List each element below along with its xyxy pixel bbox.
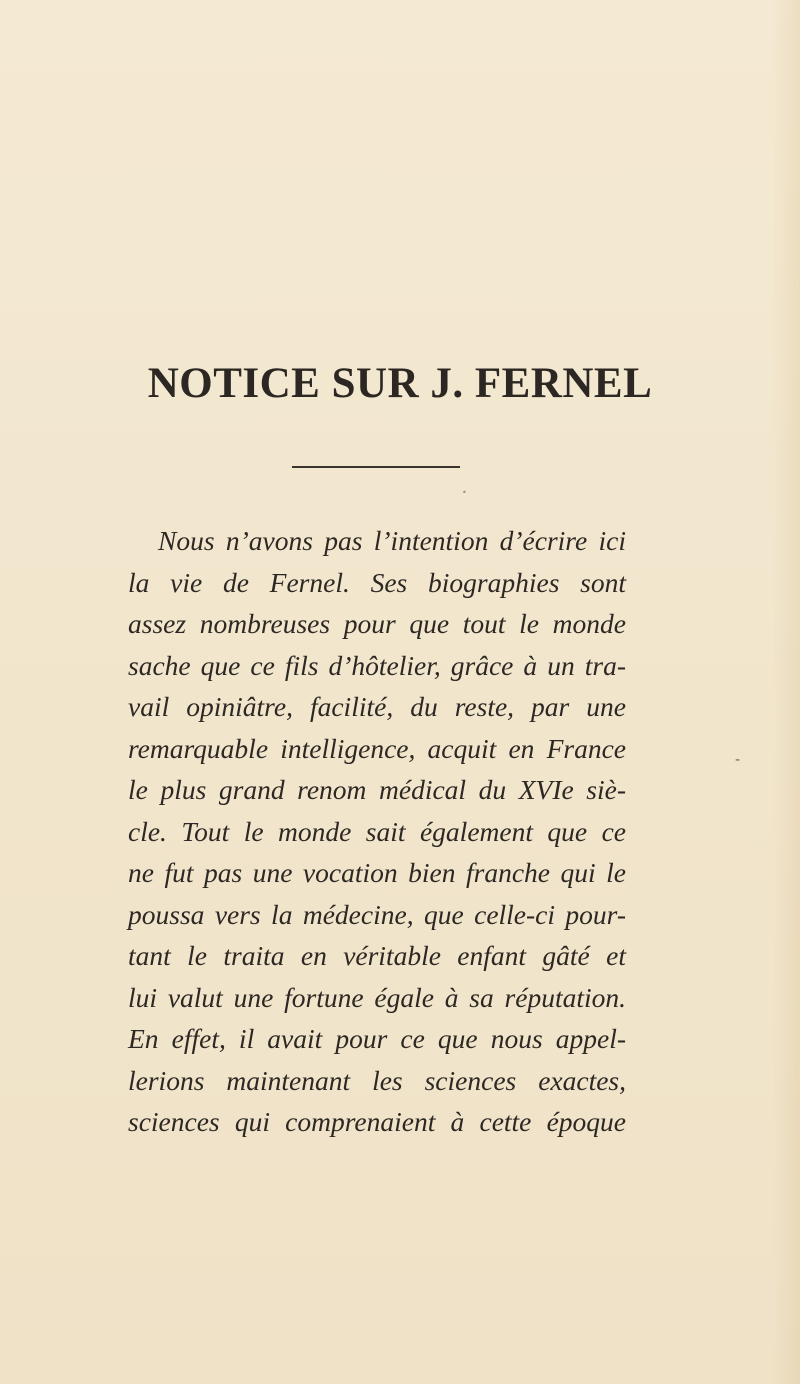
text-line: lerions maintenant les sciences exactes,: [128, 1064, 626, 1096]
chapter-title: NOTICE SUR J. FERNEL: [147, 360, 653, 407]
page-edge-shading: [772, 0, 800, 1384]
text-line: la vie de Fernel. Ses biographies sont: [128, 566, 626, 598]
text-line: le plus grand renom médical du XVIe siè-: [128, 774, 626, 805]
paper-speck: •: [462, 488, 467, 497]
text-line: poussa vers la médecine, que celle-ci pour-: [128, 898, 626, 930]
margin-mark: -: [735, 752, 741, 768]
text-line: sciences qui comprenaient à cette époque: [128, 1106, 626, 1137]
text-line: cle. Tout le monde sait également que ce: [128, 815, 626, 847]
text-line: En effet, il avait pour ce que nous appel-: [128, 1023, 626, 1054]
body-paragraph: [128, 520, 626, 1143]
text-line: remarquable intelligence, acquit en France: [128, 732, 626, 764]
text-line: vail opiniâtre, facilité, du reste, par une: [128, 691, 626, 722]
text-line: Nous n’avons pas l’intention d’écrire ici: [158, 525, 626, 556]
text-line: ne fut pas une vocation bien franche qui le: [128, 857, 626, 888]
text-line: tant le traita en véritable enfant gâté et: [128, 940, 626, 971]
text-line: sache que ce fils d’hôtelier, grâce à un tra-: [128, 649, 626, 681]
text-line: assez nombreuses pour que tout le monde: [128, 608, 626, 639]
title-rule: [292, 466, 460, 468]
text-line: lui valut une fortune égale à sa réputation.: [128, 981, 626, 1013]
